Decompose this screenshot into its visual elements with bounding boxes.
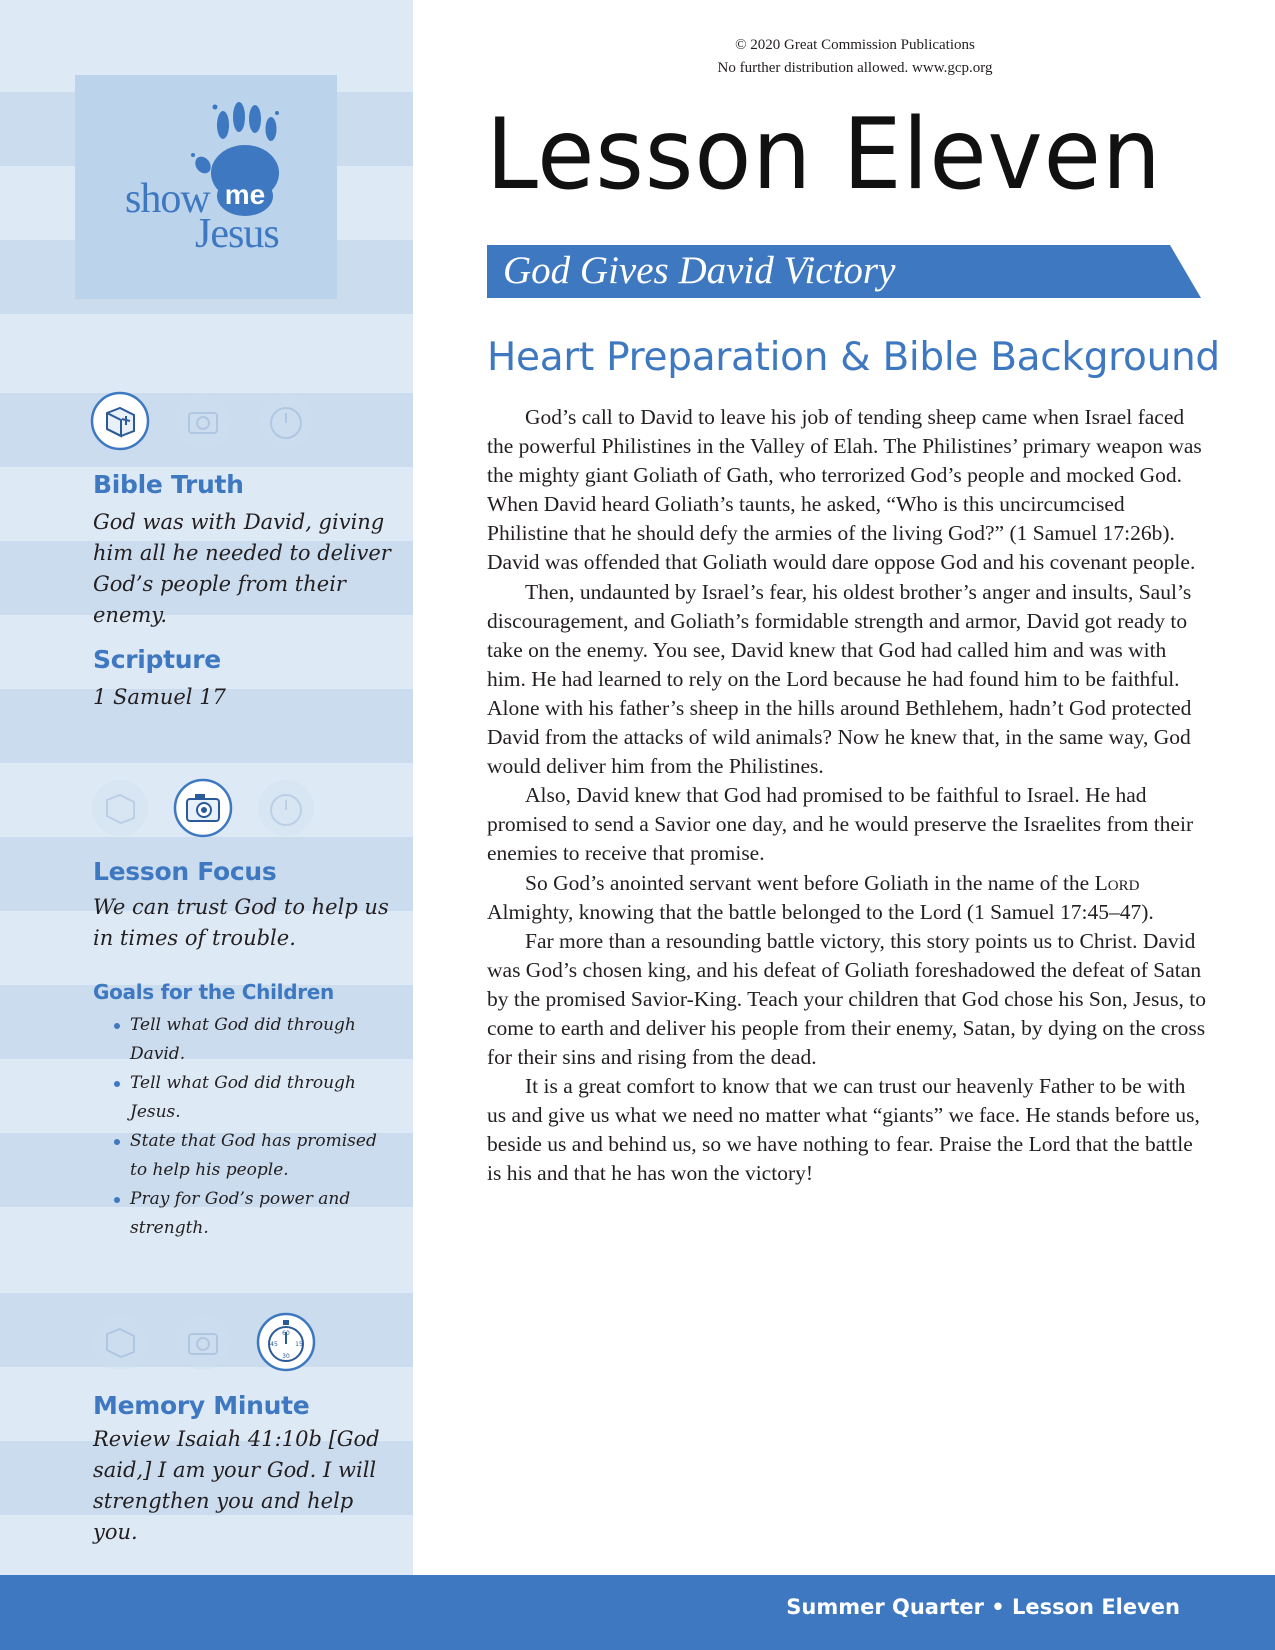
goal-item: Pray for God’s power and strength.: [108, 1185, 398, 1243]
lord-small-caps: Lord: [1094, 870, 1140, 895]
logo-word-me: me: [217, 176, 273, 216]
lesson-title: Lesson Eleven: [486, 98, 1162, 212]
logo-word-jesus: Jesus: [195, 211, 279, 257]
section-heading: Heart Preparation & Bible Background: [487, 335, 1220, 380]
bible-icon: [90, 1312, 150, 1372]
bible-truth-heading: Bible Truth: [93, 470, 244, 499]
bible-icon: [90, 778, 150, 838]
stopwatch-icon: [256, 778, 316, 838]
body-paragraph: Far more than a resounding battle victory, this story points us to Christ. David was God’s chosen king, and his defeat of Goliath foreshadowed the defeat of Satan by the promised Savior-King. Teach your children that God chose his Son, Jesus, to come to earth and deliver his people from their enemy, Satan, by dying on the cross for their sins and rising from the dead.: [487, 928, 1207, 1070]
icon-row-lesson-focus: [90, 778, 320, 842]
body-text-span: So God’s anointed servant went before Goliath in the name of the: [525, 870, 1095, 895]
copyright-notice: [620, 34, 1090, 80]
body-text-span: Almighty, knowing that the battle belonged to the Lord (1 Samuel 17:45–47).: [487, 899, 1154, 924]
title-banner: [487, 245, 1201, 298]
footer-text: Summer Quarter • Lesson Eleven: [786, 1595, 1180, 1619]
bible-truth-text: God was with David, giving him all he needed to deliver God’s people from their enemy.: [93, 510, 391, 627]
lesson-focus-heading: Lesson Focus: [93, 857, 277, 886]
stopwatch-label: 60: [282, 1330, 290, 1337]
body-text: [487, 403, 1207, 1189]
icon-row-memory-minute: [90, 1312, 320, 1376]
goals-heading: Goals for the Children: [93, 980, 334, 1004]
banner-title: God Gives David Victory: [503, 249, 896, 292]
memory-minute-heading: Memory Minute: [93, 1391, 310, 1420]
stopwatch-label: 45: [270, 1341, 278, 1348]
body-paragraph: Also, David knew that God had promised to be faithful to Israel. He had promised to send a Savior one day, and he would preserve the Israelites from their enemies to receive that promise.: [487, 783, 1194, 866]
goals-list: [108, 1011, 398, 1243]
scripture-text: 1 Samuel 17: [93, 685, 226, 709]
scripture-heading: Scripture: [93, 645, 221, 674]
camera-icon: [173, 391, 233, 451]
stopwatch-icon: [256, 391, 316, 451]
stopwatch-label: 30: [282, 1353, 290, 1360]
lesson-focus-text: We can trust God to help us in times of trouble.: [93, 895, 389, 950]
show-me-jesus-logo: [75, 75, 337, 299]
camera-icon: [173, 1312, 233, 1372]
body-paragraph: [487, 869, 1207, 927]
goal-item: Tell what God did through David.: [108, 1011, 398, 1069]
body-paragraph: God’s call to David to leave his job of tending sheep came when Israel faced the powerful Philistines in the Valley of Elah. The Philistines’ primary weapon was the mighty giant Goliath of Gath, who terrorized God’s people and mocked God. When David heard Goliath’s taunts, he asked, “Who is this uncircumcised Philistine that he should defy the armies of the living God?” (1 Samuel 17:26b). David was offended that Goliath would dare oppose God and his covenant people.: [487, 405, 1202, 575]
logo-word-show: show: [125, 176, 210, 222]
icon-row-bible-truth: [90, 391, 320, 455]
footer-bar: [0, 1575, 1275, 1650]
camera-icon: [173, 778, 233, 838]
goal-item: State that God has promised to help his people.: [108, 1127, 398, 1185]
body-paragraph: Then, undaunted by Israel’s fear, his oldest brother’s anger and insults, Saul’s discouragement, and Goliath’s formidable strength and armor, David got ready to take on the enemy. You see, David knew that God had called him and was with him. He had learned to rely on the Lord because he had found him to be faithful. Alone with his father’s sheep in the hills around Bethlehem, hadn’t God protected David from the attacks of wild animals? Now he knew that, in the same way, God would deliver him from the Philistines.: [487, 579, 1192, 779]
body-paragraph: It is a great comfort to know that we can trust our heavenly Father to be with us and give us what we need no matter what “giants” we face. He stands before us, beside us and behind us, so we have nothing to fear. Praise the Lord that the battle is his and that he has won the victory!: [487, 1074, 1200, 1186]
goal-item: Tell what God did through Jesus.: [108, 1069, 398, 1127]
stopwatch-icon: [256, 1312, 316, 1372]
stopwatch-label: 15: [295, 1341, 303, 1348]
copyright-line: © 2020 Great Commission Publications: [735, 37, 975, 53]
copyright-line: No further distribution allowed. www.gcp.org: [717, 60, 993, 76]
bible-icon: [90, 391, 150, 451]
sidebar: [0, 0, 413, 1575]
memory-minute-text: Review Isaiah 41:10b [God said,] I am your God. I will strengthen you and help you.: [93, 1427, 380, 1544]
